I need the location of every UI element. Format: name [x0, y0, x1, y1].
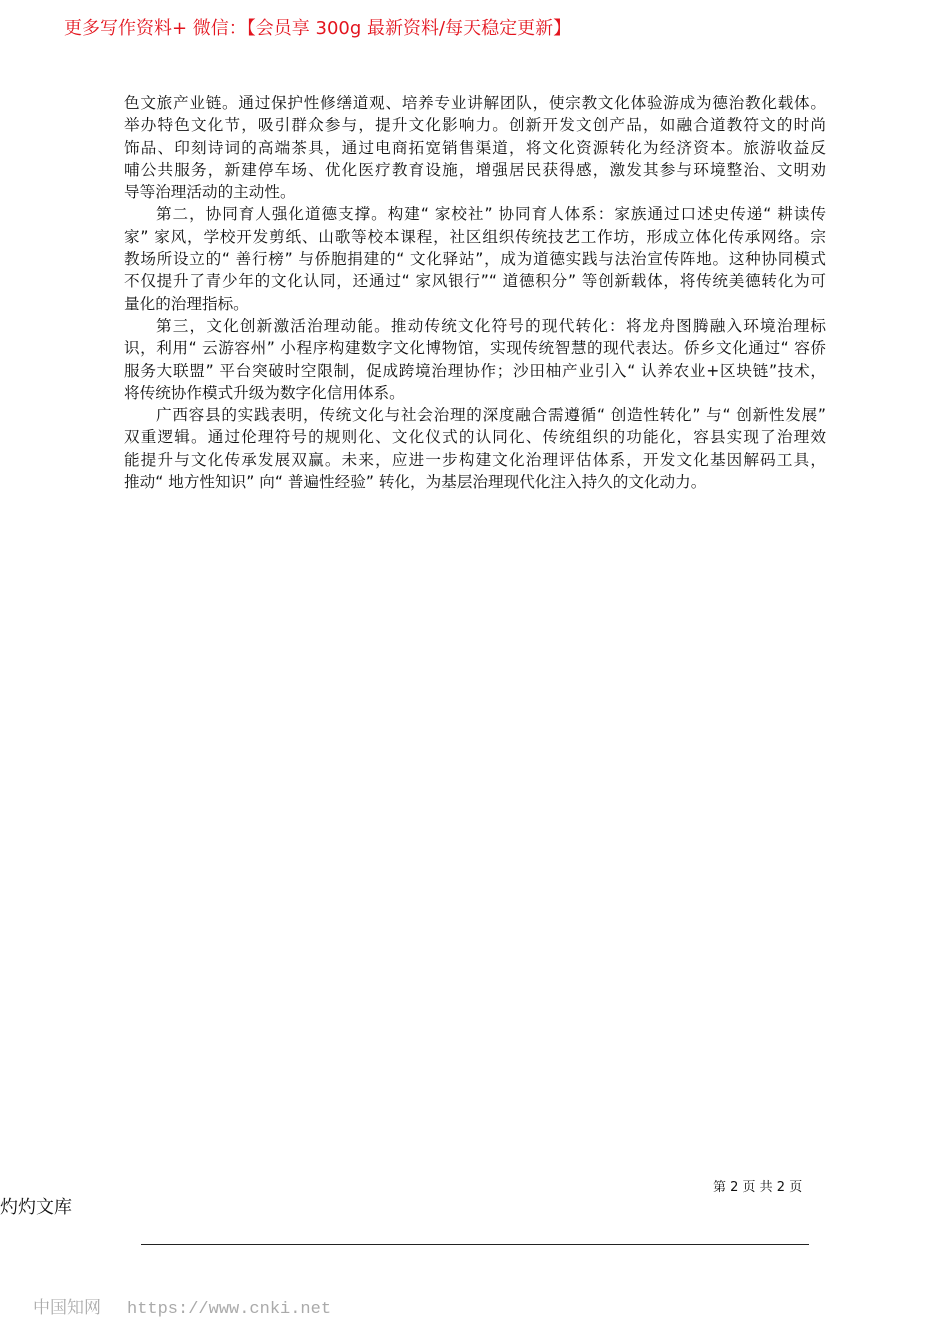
text-line: 哺公共服务，新建停车场、优化医疗教育设施，增强居民获得感，激发其参与环境整治、文明劝	[124, 160, 826, 179]
text-line: 将传统协作模式升级为数字化信用体系。	[124, 383, 405, 402]
page-number: 第 2 页 共 2 页	[713, 1180, 803, 1195]
text-line: 量化的治理指标。	[124, 294, 249, 313]
text-line: 第二，协同育人强化道德支撑。构建“ 家校社” 协同育人体系：家族通过口述史传递“ 耕读传	[156, 205, 826, 224]
text-line: 举办特色文化节，吸引群众参与，提升文化影响力。创新开发文创产品，如融合道教符文的时尚	[124, 116, 826, 135]
text-line: 色文旅产业链。通过保护性修缮道观、培养专业讲解团队，使宗教文化体验游成为德治教化载体。	[124, 94, 826, 112]
text-line: 推动“ 地方性知识” 向“ 普遍性经验” 转化，为基层治理现代化注入持久的文化动力。	[124, 473, 707, 492]
text-line: 双重逻辑。通过伦理符号的规则化、文化仪式的认同化、传统组织的功能化，容县实现了治理效	[124, 428, 826, 447]
text-line: 导等治理活动的主动性。	[124, 183, 296, 202]
text-line: 第三，文化创新激活治理动能。推动传统文化符号的现代转化：将龙舟图腾融入环境治理标	[156, 316, 826, 335]
text-line: 不仅提升了青少年的文化认同，还通过“ 家风银行”“ 道德积分” 等创新载体，将传统美德转化为可	[124, 272, 826, 291]
text-line: 家” 家风，学校开发剪纸、山歌等校本课程，社区组织传统技艺工作坊，形成立体化传承网络。宗	[124, 227, 826, 246]
brand-name: 灼灼文库	[0, 1197, 72, 1218]
text-line: 教场所设立的“ 善行榜” 与侨胞捐建的“ 文化驿站”，成为道德实践与法治宣传阵地。这种协同模式	[124, 250, 826, 269]
text-line: 广西容县的实践表明，传统文化与社会治理的深度融合需遵循“ 创造性转化” 与“ 创新性发展”	[156, 406, 826, 425]
text-line: 饰品、印刻诗词的高端茶具，通过电商拓宽销售渠道，将文化资源转化为经济资本。旅游收益反	[124, 138, 826, 157]
footer-divider	[141, 1244, 809, 1245]
promo-banner[interactable]: 更多写作资料+ 微信：【会员享 300g 最新资料/每天稳定更新】	[64, 18, 572, 39]
cnki-name: 中国知网	[33, 1298, 101, 1318]
document-body	[124, 92, 826, 493]
cnki-url[interactable]: https://www.cnki.net	[127, 1300, 332, 1319]
text-line: 能提升与文化传承发展双赢。未来，应进一步构建文化治理评估体系，开发文化基因解码工具，	[124, 450, 826, 469]
cnki-watermark	[33, 1293, 331, 1319]
text-line: 服务大联盟” 平台突破时空限制，促成跨境治理协作；沙田柚产业引入“ 认养农业+区块链”技术，	[124, 361, 826, 380]
text-line: 识，利用“ 云游容州” 小程序构建数字文化博物馆，实现传统智慧的现代表达。侨乡文化通过“ 容侨	[124, 339, 826, 358]
